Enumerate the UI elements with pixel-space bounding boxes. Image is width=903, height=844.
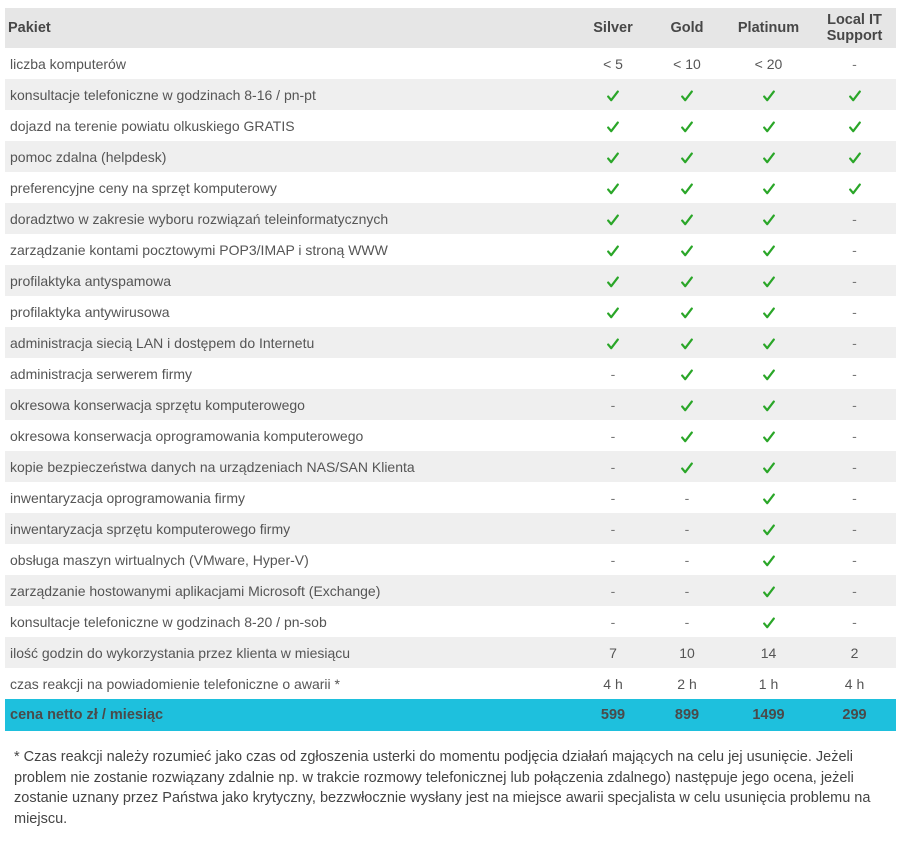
cell-value: - — [684, 582, 690, 599]
cell-silver — [576, 606, 650, 637]
table-row — [5, 482, 896, 513]
column-header-silver: Silver — [576, 8, 650, 48]
cell-silver — [576, 265, 650, 296]
cell-value: 7 — [609, 644, 617, 661]
cell-platinum — [724, 513, 813, 544]
cell-value: - — [852, 272, 857, 289]
cell-local-it-support — [813, 358, 896, 389]
feature-label: dojazd na terenie powiatu olkuskiego GRATIS — [10, 117, 295, 134]
table-row — [5, 172, 896, 203]
checkmark-icon — [849, 121, 861, 133]
cell-value: - — [610, 520, 616, 537]
cell-value: - — [852, 489, 857, 506]
cell-value: - — [852, 210, 857, 227]
cell-value: - — [610, 458, 616, 475]
table-row — [5, 389, 896, 420]
cell-local-it-support — [813, 606, 896, 637]
cell-platinum — [724, 389, 813, 420]
cell-platinum — [724, 296, 813, 327]
column-header-gold: Gold — [650, 8, 724, 48]
price-local-it-support: 299 — [813, 699, 896, 731]
cell-value: - — [610, 489, 616, 506]
table-row — [5, 575, 896, 606]
checkmark-icon — [763, 431, 775, 443]
column-header-local-it-support — [813, 8, 896, 48]
checkmark-icon — [763, 400, 775, 412]
feature-label: doradztwo w zakresie wyboru rozwiązań teleinformatycznych — [5, 203, 576, 234]
checkmark-icon — [607, 152, 619, 164]
table-row — [5, 451, 896, 482]
cell-local-it-support — [813, 668, 896, 699]
table-row — [5, 606, 896, 637]
checkmark-icon — [607, 276, 619, 288]
price-gold: 899 — [650, 699, 724, 731]
cell-gold — [650, 358, 724, 389]
cell-local-it-support — [813, 637, 896, 668]
feature-label: obsługa maszyn wirtualnych (VMware, Hyper-V) — [10, 551, 309, 568]
cell-silver — [576, 513, 650, 544]
checkmark-icon — [763, 462, 775, 474]
checkmark-icon — [607, 245, 619, 257]
checkmark-icon — [763, 152, 775, 164]
cell-local-it-support — [813, 327, 896, 358]
cell-local-it-support — [813, 172, 896, 203]
checkmark-icon — [763, 214, 775, 226]
table-row — [5, 637, 896, 668]
cell-local-it-support — [813, 513, 896, 544]
cell-local-it-support — [813, 234, 896, 265]
cell-silver — [576, 79, 650, 110]
cell-value: 4 h — [844, 675, 865, 692]
checkmark-icon — [763, 524, 775, 536]
checkmark-icon — [607, 183, 619, 195]
checkmark-icon — [681, 121, 693, 133]
cell-value: - — [852, 365, 857, 382]
cell-platinum — [724, 110, 813, 141]
cell-gold — [650, 296, 724, 327]
cell-gold — [650, 389, 724, 420]
cell-value: - — [684, 613, 690, 630]
checkmark-icon — [849, 90, 861, 102]
feature-label: pomoc zdalna (helpdesk) — [5, 141, 576, 172]
feature-label: inwentaryzacja sprzętu komputerowego firmy — [5, 513, 576, 544]
cell-gold — [650, 234, 724, 265]
table-header-row — [5, 8, 896, 48]
cell-gold — [650, 327, 724, 358]
cell-gold — [650, 482, 724, 513]
column-header-line: Local IT — [827, 12, 882, 28]
cell-value: - — [684, 551, 690, 568]
cell-platinum — [724, 575, 813, 606]
cell-value: - — [852, 551, 857, 568]
cell-value: - — [852, 241, 857, 258]
table-row — [5, 544, 896, 575]
cell-gold — [650, 513, 724, 544]
cell-local-it-support — [813, 544, 896, 575]
cell-gold — [650, 203, 724, 234]
cell-value: - — [852, 520, 857, 537]
column-header-platinum: Platinum — [724, 8, 813, 48]
table-row — [5, 513, 896, 544]
table-row — [5, 668, 896, 699]
cell-local-it-support — [813, 141, 896, 172]
cell-value: - — [852, 334, 857, 351]
feature-label: konsultacje telefoniczne w godzinach 8-20 / pn-sob — [10, 613, 327, 630]
cell-platinum — [724, 327, 813, 358]
table-row — [5, 141, 896, 172]
cell-gold — [650, 265, 724, 296]
cell-value: - — [852, 427, 857, 444]
cell-silver — [576, 327, 650, 358]
checkmark-icon — [763, 586, 775, 598]
checkmark-icon — [607, 307, 619, 319]
cell-platinum — [724, 234, 813, 265]
package-header: Pakiet — [5, 8, 576, 48]
cell-value: - — [610, 396, 616, 413]
cell-silver — [576, 358, 650, 389]
cell-value: 2 — [850, 644, 859, 661]
price-row-label: cena netto zł / miesiąc — [5, 699, 576, 731]
cell-platinum — [724, 358, 813, 389]
cell-value: < 5 — [603, 55, 623, 72]
table-row — [5, 110, 896, 141]
checkmark-icon — [763, 555, 775, 567]
cell-gold — [650, 637, 724, 668]
cell-platinum — [724, 544, 813, 575]
cell-gold — [650, 172, 724, 203]
table-row — [5, 327, 896, 358]
cell-silver — [576, 141, 650, 172]
cell-gold — [650, 420, 724, 451]
cell-silver — [576, 110, 650, 141]
table-row — [5, 296, 896, 327]
table-row — [5, 234, 896, 265]
price-platinum: 1499 — [724, 699, 813, 731]
cell-platinum — [724, 48, 813, 79]
cell-value: - — [610, 613, 616, 630]
price-row — [5, 699, 896, 731]
cell-platinum — [724, 203, 813, 234]
cell-silver — [576, 234, 650, 265]
cell-value: - — [610, 365, 616, 382]
package-comparison-table — [5, 8, 896, 731]
table-body — [5, 48, 896, 699]
cell-local-it-support — [813, 79, 896, 110]
cell-value: - — [852, 582, 857, 599]
checkmark-icon — [607, 121, 619, 133]
checkmark-icon — [763, 245, 775, 257]
cell-local-it-support — [813, 110, 896, 141]
cell-local-it-support — [813, 389, 896, 420]
checkmark-icon — [681, 462, 693, 474]
checkmark-icon — [681, 183, 693, 195]
feature-label: administracja serwerem firmy — [10, 365, 193, 382]
cell-value: - — [852, 613, 857, 630]
cell-value: 4 h — [603, 675, 623, 692]
cell-silver — [576, 389, 650, 420]
cell-value: - — [852, 396, 857, 413]
cell-gold — [650, 606, 724, 637]
feature-label: okresowa konserwacja sprzętu komputerowego — [5, 389, 576, 420]
price-silver: 599 — [576, 699, 650, 731]
checkmark-icon — [681, 245, 693, 257]
cell-platinum — [724, 141, 813, 172]
feature-label: czas reakcji na powiadomienie telefoniczne o awarii * — [10, 675, 340, 692]
cell-local-it-support — [813, 296, 896, 327]
feature-label: konsultacje telefoniczne w godzinach 8-16 / pn-pt — [5, 79, 576, 110]
cell-platinum — [724, 482, 813, 513]
cell-value: - — [610, 551, 616, 568]
cell-value: < 20 — [754, 55, 783, 72]
cell-platinum — [724, 637, 813, 668]
footnote: * Czas reakcji należy rozumieć jako czas od zgłoszenia usterki do momentu podjęcia działań mających na celu jej usunięcie. Jeżeli problem nie zostanie rozwiązany zdalnie np. w trakcie rozmowy telefonicznej lub połączenia zdalnego) następuje jego ocena, jeżeli zostanie uznany przez Państwa jako krytyczny, bezzwłocznie wysłany jest na miejsce awarii specjalista w celu usunięcia problemu na miejscu. — [14, 749, 871, 827]
feature-label: preferencyjne ceny na sprzęt komputerowy — [10, 179, 277, 196]
cell-gold — [650, 48, 724, 79]
checkmark-icon — [607, 338, 619, 350]
checkmark-icon — [763, 369, 775, 381]
checkmark-icon — [763, 338, 775, 350]
cell-silver — [576, 575, 650, 606]
checkmark-icon — [763, 121, 775, 133]
cell-silver — [576, 420, 650, 451]
cell-local-it-support — [813, 451, 896, 482]
feature-label: profilaktyka antyspamowa — [5, 265, 576, 296]
cell-silver — [576, 451, 650, 482]
cell-local-it-support — [813, 420, 896, 451]
checkmark-icon — [763, 307, 775, 319]
cell-local-it-support — [813, 482, 896, 513]
checkmark-icon — [607, 214, 619, 226]
table-row — [5, 48, 896, 79]
cell-local-it-support — [813, 203, 896, 234]
feature-label: profilaktyka antywirusowa — [10, 303, 170, 320]
feature-label: zarządzanie kontami pocztowymi POP3/IMAP i stroną WWW — [10, 241, 388, 258]
cell-silver — [576, 48, 650, 79]
cell-local-it-support — [813, 575, 896, 606]
cell-platinum — [724, 451, 813, 482]
checkmark-icon — [681, 152, 693, 164]
cell-gold — [650, 79, 724, 110]
cell-value: - — [852, 303, 857, 320]
feature-label: administracja siecią LAN i dostępem do Internetu — [5, 327, 576, 358]
cell-value: < 10 — [673, 55, 701, 72]
cell-silver — [576, 203, 650, 234]
feature-label: okresowa konserwacja oprogramowania komputerowego — [10, 427, 364, 444]
cell-gold — [650, 451, 724, 482]
checkmark-icon — [849, 152, 861, 164]
cell-platinum — [724, 420, 813, 451]
checkmark-icon — [763, 493, 775, 505]
cell-local-it-support — [813, 265, 896, 296]
checkmark-icon — [763, 276, 775, 288]
cell-silver — [576, 296, 650, 327]
cell-value: 14 — [760, 644, 777, 661]
checkmark-icon — [681, 90, 693, 102]
cell-gold — [650, 575, 724, 606]
cell-value: - — [684, 489, 690, 506]
checkmark-icon — [763, 90, 775, 102]
feature-label: inwentaryzacja oprogramowania firmy — [10, 489, 245, 506]
cell-value: 10 — [679, 644, 695, 661]
cell-value: - — [852, 458, 857, 475]
checkmark-icon — [681, 431, 693, 443]
table-row — [5, 79, 896, 110]
cell-value: - — [610, 582, 616, 599]
cell-value: - — [610, 427, 616, 444]
cell-gold — [650, 141, 724, 172]
table-row — [5, 203, 896, 234]
checkmark-icon — [607, 90, 619, 102]
cell-silver — [576, 482, 650, 513]
cell-platinum — [724, 606, 813, 637]
feature-label: kopie bezpieczeństwa danych na urządzeniach NAS/SAN Klienta — [5, 451, 576, 482]
cell-silver — [576, 544, 650, 575]
cell-value: - — [852, 55, 857, 72]
cell-platinum — [724, 79, 813, 110]
feature-label: ilość godzin do wykorzystania przez klienta w miesiącu — [5, 637, 576, 668]
cell-value: 1 h — [758, 675, 779, 692]
cell-silver — [576, 668, 650, 699]
checkmark-icon — [681, 400, 693, 412]
feature-label: liczba komputerów — [10, 55, 126, 72]
cell-platinum — [724, 668, 813, 699]
checkmark-icon — [681, 369, 693, 381]
checkmark-icon — [763, 183, 775, 195]
cell-value: - — [684, 520, 690, 537]
checkmark-icon — [681, 338, 693, 350]
cell-silver — [576, 172, 650, 203]
table-row — [5, 358, 896, 389]
cell-gold — [650, 668, 724, 699]
checkmark-icon — [681, 214, 693, 226]
cell-value: 2 h — [677, 675, 697, 692]
checkmark-icon — [681, 307, 693, 319]
cell-gold — [650, 544, 724, 575]
cell-platinum — [724, 265, 813, 296]
cell-gold — [650, 110, 724, 141]
column-header-line: Support — [826, 28, 883, 44]
checkmark-icon — [681, 276, 693, 288]
cell-platinum — [724, 172, 813, 203]
checkmark-icon — [763, 617, 775, 629]
cell-silver — [576, 637, 650, 668]
table-row — [5, 265, 896, 296]
table-row — [5, 420, 896, 451]
feature-label: zarządzanie hostowanymi aplikacjami Microsoft (Exchange) — [5, 575, 576, 606]
cell-local-it-support — [813, 48, 896, 79]
checkmark-icon — [849, 183, 861, 195]
